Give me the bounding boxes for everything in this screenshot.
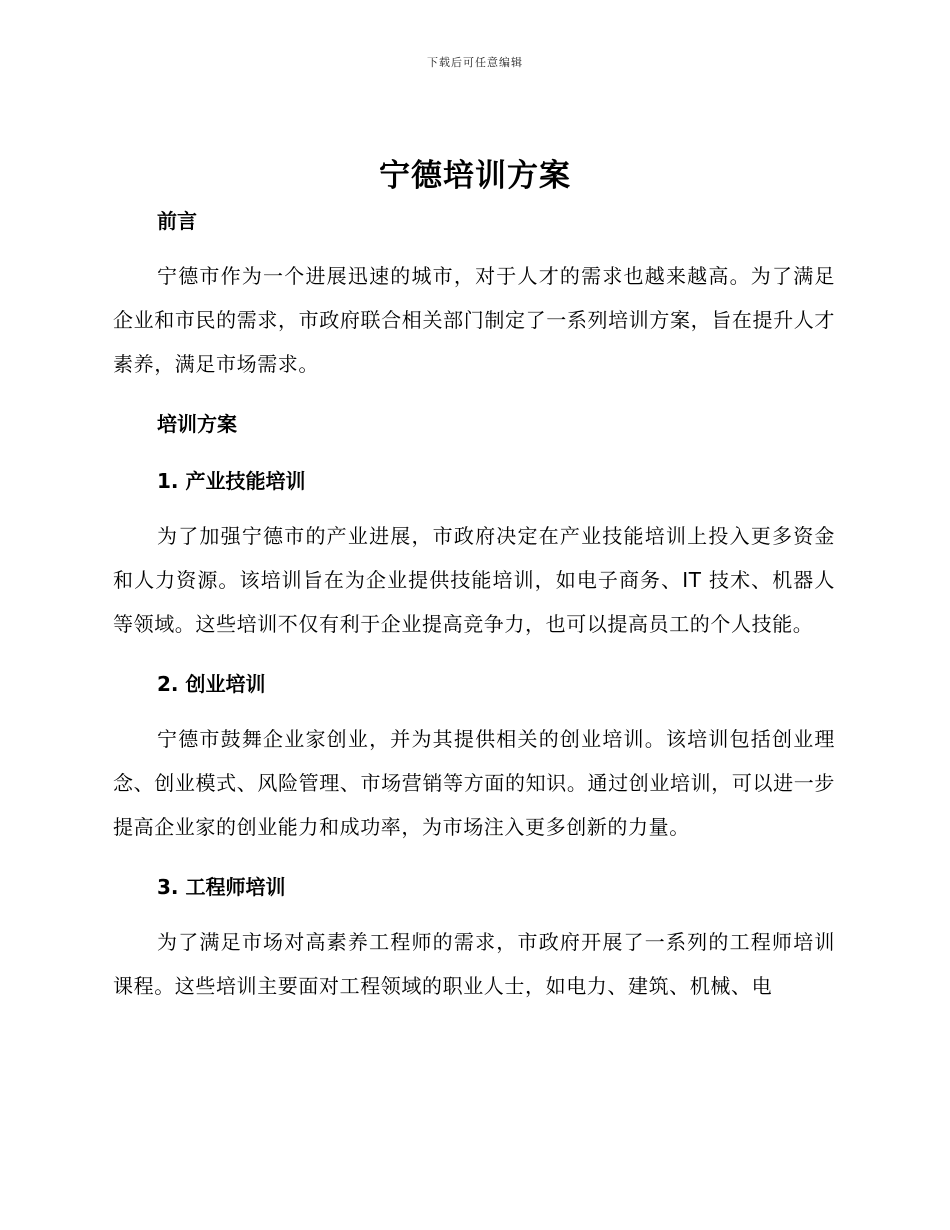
plan-heading: 培训方案 xyxy=(157,412,237,436)
engineer-training-heading: 3. 工程师培训 xyxy=(157,875,286,899)
industry-training-heading: 1. 产业技能培训 xyxy=(157,469,306,493)
preface-paragraph: 宁德市作为一个进展迅速的城市，对于人才的需求也越来越高。为了满足企业和市民的需求，市政府联合相关部门制定了一系列培训方案，旨在提升人才素养，满足市场需求。 xyxy=(113,264,835,376)
preface-heading: 前言 xyxy=(157,209,197,233)
header-note: 下载后可任意编辑 xyxy=(427,56,523,69)
industry-training-paragraph: 为了加强宁德市的产业进展，市政府决定在产业技能培训上投入更多资金和人力资源。该培训旨在为企业提供技能培训，如电子商务、IT 技术、机器人等领域。这些培训不仅有利于企业提高竞争力，也可以提高员工的个人技能。 xyxy=(113,524,835,636)
startup-training-paragraph: 宁德市鼓舞企业家创业，并为其提供相关的创业培训。该培训包括创业理念、创业模式、风险管理、市场营销等方面的知识。通过创业培训，可以进一步提高企业家的创业能力和成功率，为市场注入更多创新的力量。 xyxy=(113,727,835,839)
document-title: 宁德培训方案 xyxy=(379,158,571,194)
document-body xyxy=(113,203,835,1008)
startup-training-heading: 2. 创业培训 xyxy=(157,672,266,696)
engineer-training-paragraph: 为了满足市场对高素养工程师的需求，市政府开展了一系列的工程师培训课程。这些培训主要面对工程领域的职业人士，如电力、建筑、机械、电 xyxy=(113,930,835,998)
